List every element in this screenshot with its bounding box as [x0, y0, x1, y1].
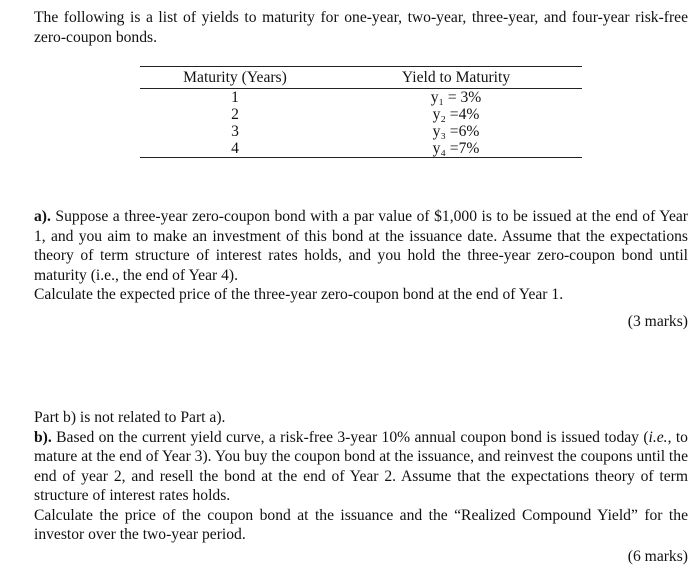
part-b-note: Part b) is not related to Part a). — [34, 409, 226, 426]
yield-table — [140, 66, 582, 158]
part-b-question: Calculate the price of the coupon bond at the issuance and the “Realized Compound Yield” for the investor over the two-year period. — [34, 506, 688, 543]
table-row — [140, 123, 582, 140]
part-b-body-2: , to mature at the end of Year 3). You buy the coupon bond at the issuance, and reinvest the coupons until the end of year 2, and resell the bond at the end of Year 2. Assume that the expectations theory of term structure of interest rates holds. — [34, 428, 688, 504]
part-a-body: Suppose a three-year zero-coupon bond with a par value of $1,000 is to be issued at the end of Year 1, and you aim to make an investment of this bond at the issuance date. Assume that the expectations theory of term structure of interest rates holds, and you hold the three-year zero-coupon bond until maturity (i.e., the end of Year 4). — [34, 208, 688, 284]
part-b-body-1: Based on the current yield curve, a risk-free 3-year 10% annual coupon bond is issued today ( — [51, 428, 649, 446]
part-b-label: b). — [34, 428, 52, 446]
intro-paragraph: The following is a list of yields to maturity for one-year, two-year, three-year, and four-year risk-free zero-coupon bonds. — [34, 9, 688, 46]
cell-maturity: 3 — [231, 123, 239, 140]
cell-yield: y₄ =7% — [330, 140, 582, 158]
table-row — [140, 140, 582, 158]
part-b-section — [34, 408, 688, 545]
table-row — [140, 106, 582, 123]
cell-maturity: 2 — [231, 106, 239, 123]
part-a-label: a). — [34, 208, 51, 225]
cell-maturity: 1 — [231, 89, 239, 106]
header-maturity: Maturity (Years) — [140, 67, 330, 89]
cell-yield: y₁ = 3% — [430, 89, 482, 106]
part-b-paragraph — [34, 428, 688, 506]
header-yield: Yield to Maturity — [330, 67, 582, 89]
part-a-section — [34, 207, 688, 305]
part-b-body-italic: i.e. — [648, 428, 668, 446]
part-a-paragraph — [34, 207, 688, 285]
table-header-row — [140, 67, 582, 89]
part-b-marks: (6 marks) — [627, 548, 688, 565]
cell-maturity: 4 — [140, 140, 330, 158]
table-row — [140, 89, 582, 107]
part-a-marks: (3 marks) — [627, 313, 688, 330]
part-a-question: Calculate the expected price of the three-year zero-coupon bond at the end of Year 1. — [34, 286, 564, 303]
cell-yield: y₃ =6% — [432, 123, 480, 140]
cell-yield: y₂ =4% — [432, 106, 480, 123]
